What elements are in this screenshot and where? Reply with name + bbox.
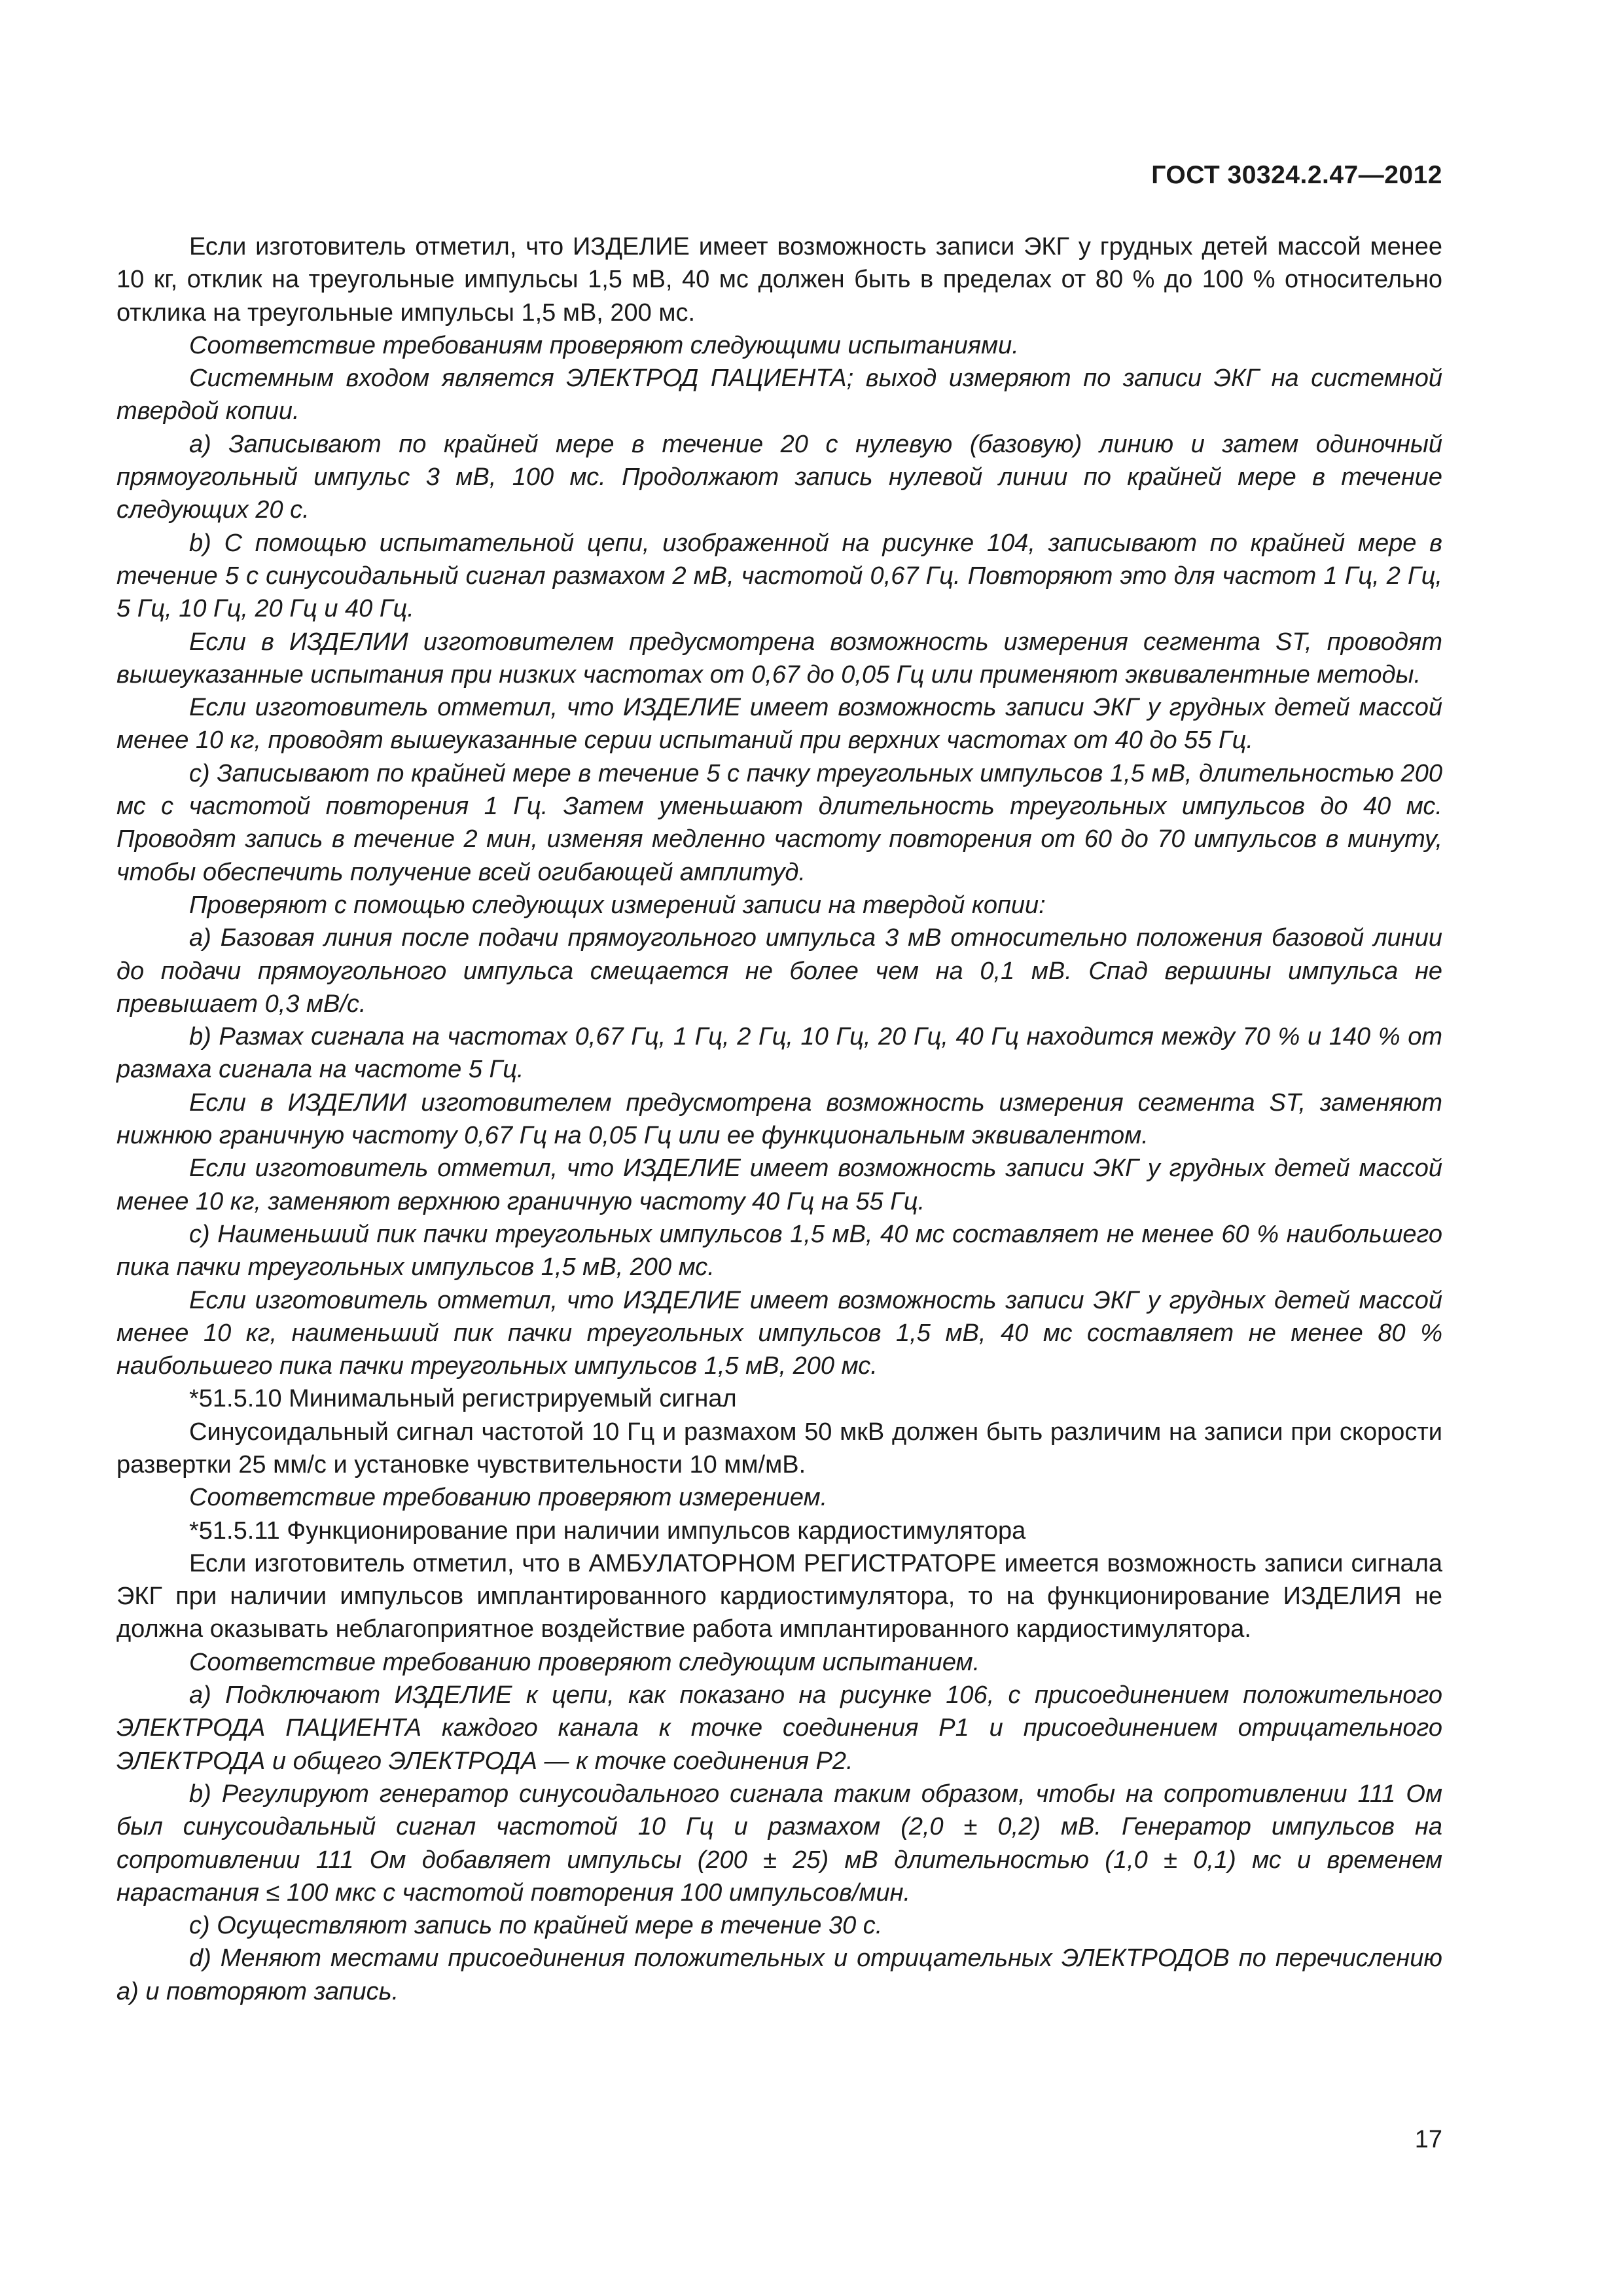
list-item: a) Базовая линия после подачи прямоугольного импульса 3 мВ относительно положения базовой линии до подачи прямоугольного импульса смещается не более чем на 0,1 мВ. Спад вершины импульса не превышает 0,3 мВ/с. [116,924,1442,1018]
standard-header: ГОСТ 30324.2.47—2012 [1151,161,1442,189]
list-item: c) Осуществляют запись по крайней мере в течение 30 с. [189,1912,883,1940]
paragraph: Соответствие требованиям проверяют следующими испытаниями. [189,331,1019,359]
list-item: c) Наименьший пик пачки треугольных импульсов 1,5 мВ, 40 мс составляет не менее 60 % наибольшего пика пачки треугольных импульсов 1,5 мВ, 200 мс. [116,1220,1442,1282]
list-item: b) С помощью испытательной цепи, изображенной на рисунке 104, записывают по крайней мере в течение 5 с синусоидальный сигнал размахом 2 мВ, частотой 0,67 Гц. Повторяют это для частот 1 Гц, 2 Гц, 5 Гц, 10 Гц, 20 Гц и 40 Гц. [116,529,1442,623]
paragraph: Если изготовитель отметил, что в АМБУЛАТОРНОМ РЕГИСТРАТОРЕ имеется возможность записи сигнала ЭКГ при наличии импульсов имплантированного кардиостимулятора, то на функционирование ИЗДЕЛИЯ не должна оказывать неблагоприятное воздействие работа имплантированного кардиостимулятора. [116,1549,1442,1643]
list-item: b) Регулируют генератор синусоидального сигнала таким образом, чтобы на сопротивлении 111 Ом был синусоидальный сигнал частотой 10 Гц и размахом (2,0 ± 0,2) мВ. Генератор импульсов на сопротивлении 111 Ом добавляет импульсы (200 ± 25) мВ длительностью (1,0 ± 0,1) мс и временем нарастания ≤ 100 мкс с частотой повторения 100 импульсов/мин. [116,1780,1442,1907]
paragraph: Соответствие требованию проверяют измерением. [189,1484,828,1512]
list-item: b) Размах сигнала на частотах 0,67 Гц, 1 Гц, 2 Гц, 10 Гц, 20 Гц, 40 Гц находится между 70 % и 140 % от размаха сигнала на частоте 5 Гц. [116,1023,1442,1084]
paragraph: Системным входом является ЭЛЕКТРОД ПАЦИЕНТА; выход измеряют по записи ЭКГ на системной твердой копии. [116,365,1442,425]
paragraph: Синусоидальный сигнал частотой 10 Гц и размахом 50 мкВ должен быть различим на записи при скорости развертки 25 мм/с и установке чувствительности 10 мм/мВ. [116,1418,1442,1479]
list-item: c) Записывают по крайней мере в течение 5 с пачку треугольных импульсов 1,5 мВ, длительностью 200 мс с частотой повторения 1 Гц. Затем уменьшают длительность треугольных импульсов до 40 мс. Проводят запись в течение 2 мин, изменяя медленно частоту повторения от 60 до 70 импульсов в минуту, чтобы обеспечить получение всей огибающей амплитуд. [116,759,1442,886]
paragraph: Соответствие требованию проверяют следующим испытанием. [189,1648,980,1676]
paragraph: Если в ИЗДЕЛИИ изготовителем предусмотрена возможность измерения сегмента ST, проводят вышеуказанные испытания при низких частотах от 0,67 до 0,05 Гц или применяют эквивалентные методы. [116,628,1442,689]
paragraph: Если изготовитель отметил, что ИЗДЕЛИЕ имеет возможность записи ЭКГ у грудных детей массой менее 10 кг, заменяют верхнюю граничную частоту 40 Гц на 55 Гц. [116,1155,1442,1215]
page-number: 17 [1414,2126,1442,2153]
list-item: a) Записывают по крайней мере в течение 20 с нулевую (базовую) линию и затем одиночный прямоугольный импульс 3 мВ, 100 мс. Продолжают запись нулевой линии по крайней мере в течение следующих 20 с. [116,430,1442,524]
document-body [116,230,1442,2008]
paragraph: Если изготовитель отметил, что ИЗДЕЛИЕ имеет возможность записи ЭКГ у грудных детей массой менее 10 кг, отклик на треугольные импульсы 1,5 мВ, 40 мс должен быть в пределах от 80 % до 100 % относительно отклика на треугольные импульсы 1,5 мВ, 200 мс. [116,233,1442,327]
paragraph: Если в ИЗДЕЛИИ изготовителем предусмотрена возможность измерения сегмента ST, заменяют нижнюю граничную частоту 0,67 Гц на 0,05 Гц или ее функциональным эквивалентом. [116,1088,1442,1150]
list-item: a) Подключают ИЗДЕЛИЕ к цепи, как показано на рисунке 106, с присоединением положительного ЭЛЕКТРОДА ПАЦИЕНТА каждого канала к точке соединения Р1 и присоединением отрицательного ЭЛЕКТРОДА и общего ЭЛЕКТРОДА — к точке соединения Р2. [116,1681,1442,1775]
paragraph: Если изготовитель отметил, что ИЗДЕЛИЕ имеет возможность записи ЭКГ у грудных детей массой менее 10 кг, наименьший пик пачки треугольных импульсов 1,5 мВ, 40 мс составляет не менее 80 % наибольшего пика пачки треугольных импульсов 1,5 мВ, 200 мс. [116,1286,1442,1380]
paragraph: Если изготовитель отметил, что ИЗДЕЛИЕ имеет возможность записи ЭКГ у грудных детей массой менее 10 кг, проводят вышеуказанные серии испытаний при верхних частотах от 40 до 55 Гц. [116,694,1442,755]
section-heading: *51.5.11 Функционирование при наличии импульсов кардиостимулятора [189,1516,1026,1545]
list-item: d) Меняют местами присоединения положительных и отрицательных ЭЛЕКТРОДОВ по перечислению а) и повторяют запись. [116,1945,1442,2005]
paragraph: Проверяют с помощью следующих измерений записи на твердой копии: [189,891,1046,919]
section-heading: *51.5.10 Минимальный регистрируемый сигнал [189,1385,737,1413]
